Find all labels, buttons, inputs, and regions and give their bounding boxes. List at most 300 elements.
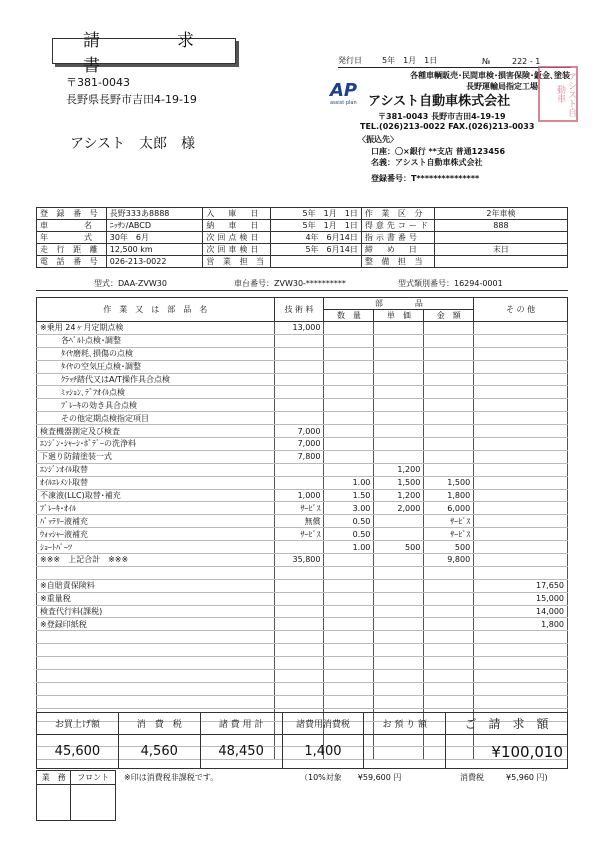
issue-date: 5年 1月 1日 [382, 56, 438, 65]
item-qty: 1.00 [324, 476, 374, 489]
item-row [37, 670, 568, 683]
item-other [474, 347, 568, 360]
issue-line [338, 55, 571, 68]
logo-mark: AP [330, 80, 358, 101]
item-row [37, 644, 568, 657]
vehicle-field-value [271, 256, 362, 268]
item-row [37, 631, 568, 644]
item-other [474, 322, 568, 335]
item-row [37, 412, 568, 425]
vehicle-row [37, 232, 568, 244]
item-tech [274, 373, 324, 386]
item-amount [424, 386, 474, 399]
item-unit [374, 322, 424, 335]
item-amount [424, 670, 474, 683]
item-row [37, 334, 568, 347]
header-parts: 部 品 [324, 298, 474, 310]
item-qty [324, 425, 374, 438]
vehicle-row [37, 220, 568, 232]
item-desc: 検査機器測定及び検査 [37, 425, 275, 438]
vehicle-field-value: ﾆｯｻﾝ/ABCD [106, 220, 203, 232]
company-services: 各種車輌販売･民間車検･損害保険･鈑金､塗装 [410, 71, 570, 80]
item-unit [374, 670, 424, 683]
vehicle-field-value [434, 232, 567, 244]
item-tech [274, 618, 324, 631]
item-unit [374, 566, 424, 579]
company-tagline [344, 70, 570, 92]
item-tech [274, 695, 324, 708]
vehicle-field-label: 締 め 日 [361, 244, 434, 256]
vehicle-field-label: 次回車検日 [203, 244, 271, 256]
vehicle-field-value: 30年 6月 [106, 232, 203, 244]
item-unit [374, 450, 424, 463]
item-amount [424, 463, 474, 476]
totals-table [36, 712, 568, 769]
item-tech [274, 412, 324, 425]
item-tech: 無償 [274, 515, 324, 528]
item-unit [374, 554, 424, 567]
item-other [474, 425, 568, 438]
item-tech [274, 347, 324, 360]
header-amount: 金 額 [424, 310, 474, 322]
item-qty [324, 644, 374, 657]
vehicle-field-value: 5年 1月 1日 [271, 208, 362, 220]
item-row [37, 373, 568, 386]
item-unit [374, 592, 424, 605]
item-other [474, 399, 568, 412]
item-qty [324, 412, 374, 425]
tax-label: 消費税 [460, 773, 484, 782]
item-row [37, 399, 568, 412]
item-other [474, 644, 568, 657]
item-qty [324, 657, 374, 670]
vehicle-field-label: 入 庫 日 [203, 208, 271, 220]
item-desc: 各ﾍﾞﾙﾄ点検･調整 [37, 334, 275, 347]
item-qty [324, 386, 374, 399]
item-tech [274, 334, 324, 347]
item-qty [324, 399, 374, 412]
item-amount [424, 657, 474, 670]
item-unit [374, 644, 424, 657]
category-number: 型式類別番号：16294-0001 [398, 279, 503, 288]
item-row [37, 386, 568, 399]
item-unit: 2,000 [374, 502, 424, 515]
item-qty [324, 360, 374, 373]
item-tech [274, 360, 324, 373]
chassis-number: 車台番号：ZVW30-********** [234, 279, 346, 288]
item-desc: その他定期点検指定項目 [37, 412, 275, 425]
item-unit [374, 425, 424, 438]
item-unit [374, 438, 424, 451]
vehicle-field-label: 作 業 区 分 [361, 208, 434, 220]
vehicle-field-value: 888 [434, 220, 567, 232]
staff-col-front: フロント [71, 771, 116, 785]
item-qty: 1.00 [324, 541, 374, 554]
item-row [37, 463, 568, 476]
item-row [37, 657, 568, 670]
vehicle-field-value: 12,500 km [106, 244, 203, 256]
item-unit [374, 631, 424, 644]
item-amount [424, 360, 474, 373]
company-name: アシスト自動車株式会社 [368, 94, 511, 109]
item-desc: ﾌﾞﾚｰｷの効き具合点検 [37, 399, 275, 412]
item-amount [424, 579, 474, 592]
item-desc [37, 566, 275, 579]
vehicle-field-label: 得意先コード [361, 220, 434, 232]
vehicle-field-label: 年 式 [37, 232, 107, 244]
item-other [474, 682, 568, 695]
item-other [474, 463, 568, 476]
vehicle-field-label: 電 話 番 号 [37, 256, 107, 268]
item-unit [374, 386, 424, 399]
item-qty [324, 347, 374, 360]
item-row [37, 528, 568, 541]
item-amount: 1,500 [424, 476, 474, 489]
item-other [474, 360, 568, 373]
item-other: 15,000 [474, 592, 568, 605]
vehicle-field-label: 納 車 日 [203, 220, 271, 232]
item-desc: ｴﾝｼﾞﾝｵｲﾙ取替 [37, 463, 275, 476]
item-tech [274, 657, 324, 670]
tax-target: （10%対象 ¥59,600 円 [300, 773, 402, 782]
item-qty [324, 463, 374, 476]
vehicle-field-value: 4年 6月14日 [271, 232, 362, 244]
item-qty [324, 566, 374, 579]
item-other: 1,800 [474, 618, 568, 631]
item-amount: 1,800 [424, 489, 474, 502]
vehicle-field-value: 5年 6月14日 [271, 244, 362, 256]
item-other [474, 657, 568, 670]
vehicle-field-label: 指示書番号 [361, 232, 434, 244]
header-other: そ の 他 [474, 298, 568, 322]
vehicle-field-value: 2年車検 [434, 208, 567, 220]
item-tech [274, 463, 324, 476]
item-qty [324, 334, 374, 347]
company-logo [330, 82, 366, 108]
item-tech: 13,000 [274, 322, 324, 335]
item-qty: 1.50 [324, 489, 374, 502]
item-amount: ｻｰﾋﾞｽ [424, 528, 474, 541]
item-tech [274, 605, 324, 618]
item-amount [424, 695, 474, 708]
item-amount: 6,000 [424, 502, 474, 515]
item-row [37, 605, 568, 618]
item-tech: 7,000 [274, 438, 324, 451]
vehicle-field-label: 走 行 距 離 [37, 244, 107, 256]
item-desc: ※自賠責保険料 [37, 579, 275, 592]
item-desc: ｵｲﾙｴﾚﾒﾝﾄ取替 [37, 476, 275, 489]
item-row [37, 347, 568, 360]
item-other [474, 554, 568, 567]
item-tech [274, 541, 324, 554]
header-tech-fee: 技 術 料 [274, 298, 324, 322]
staff-table [36, 770, 116, 821]
item-amount [424, 605, 474, 618]
item-other [474, 334, 568, 347]
vehicle-row [37, 244, 568, 256]
tax-exempt-note: ※印は消費税非課税です。 [124, 773, 219, 782]
registration-number: 登録番号：T*************** [371, 174, 480, 183]
item-other [474, 386, 568, 399]
staff-business-cell [37, 785, 71, 821]
item-desc [37, 657, 275, 670]
vehicle-field-label: 次回点検日 [203, 232, 271, 244]
item-unit [374, 515, 424, 528]
vehicle-field-value: 5年 1月 1日 [271, 220, 362, 232]
invoice-label: ご 請 求 額 [446, 713, 568, 735]
item-other [474, 695, 568, 708]
total-value: 1,400 [282, 735, 364, 769]
company-seal: アシスト自動車 [538, 66, 578, 122]
vehicle-field-value: 長野333あ8888 [106, 208, 203, 220]
total-label: 諸 費 用 計 [200, 713, 282, 735]
item-row [37, 322, 568, 335]
item-amount: 9,800 [424, 554, 474, 567]
item-other [474, 412, 568, 425]
total-value: 4,560 [118, 735, 200, 769]
total-value: 48,450 [200, 735, 282, 769]
item-qty: 3.00 [324, 502, 374, 515]
item-unit [374, 618, 424, 631]
item-desc: ｴﾝｼﾞﾝ･ｼｬｰｼ･ﾎﾞﾃﾞｰの洗浄料 [37, 438, 275, 451]
vehicle-field-label: 整 備 担 当 [361, 256, 434, 268]
item-other [474, 670, 568, 683]
item-amount [424, 373, 474, 386]
item-unit [374, 334, 424, 347]
item-qty [324, 450, 374, 463]
item-tech [274, 682, 324, 695]
company-certified: 長野運輸局指定工場 [466, 82, 538, 91]
total-value: 45,600 [37, 735, 119, 769]
item-row [37, 502, 568, 515]
item-unit: 500 [374, 541, 424, 554]
item-unit [374, 347, 424, 360]
item-other [474, 489, 568, 502]
item-desc: ｼｮｰﾄﾊﾟｰﾂ [37, 541, 275, 554]
vehicle-field-value [434, 256, 567, 268]
item-row [37, 450, 568, 463]
item-other [474, 502, 568, 515]
item-qty [324, 579, 374, 592]
item-other [474, 438, 568, 451]
item-row [37, 682, 568, 695]
number-value: 222 - 1 [512, 57, 541, 66]
item-qty [324, 631, 374, 644]
item-amount: ｻｰﾋﾞｽ [424, 515, 474, 528]
item-tech: ｻｰﾋﾞｽ [274, 528, 324, 541]
item-desc: ﾌﾞﾚｰｷ･ｵｲﾙ [37, 502, 275, 515]
number-label: № [482, 57, 491, 66]
staff-front-cell [71, 785, 116, 821]
item-unit: 1,200 [374, 489, 424, 502]
item-desc: 下廻り防錆塗装一式 [37, 450, 275, 463]
company-address: 〒381-0043 長野市吉田4-19-19 [378, 112, 506, 121]
item-qty [324, 592, 374, 605]
vehicle-row [37, 256, 568, 268]
item-tech: 7,800 [274, 450, 324, 463]
item-desc: ﾀｲﾔ磨耗､損傷の点検 [37, 347, 275, 360]
item-unit [374, 605, 424, 618]
issue-date-label: 発行日 [338, 56, 362, 65]
item-desc: ※乗用 24ヶ月定期点検 [37, 322, 275, 335]
item-tech: 1,000 [274, 489, 324, 502]
item-desc: 検査代行料(課税) [37, 605, 275, 618]
item-desc: ｸﾗｯﾁ踏代又はA/T操作具合点検 [37, 373, 275, 386]
item-desc [37, 631, 275, 644]
item-row [37, 438, 568, 451]
item-desc: ﾐｯｼｮﾝ､ﾃﾞﾌｵｲﾙ点検 [37, 386, 275, 399]
item-unit [374, 579, 424, 592]
item-amount [424, 438, 474, 451]
model-line [36, 278, 568, 291]
item-unit [374, 399, 424, 412]
invoice-amount: ¥100,010 [446, 735, 568, 769]
item-unit [374, 528, 424, 541]
vehicle-field-label: 登 録 番 号 [37, 208, 107, 220]
item-qty: 0.50 [324, 528, 374, 541]
item-desc: ※登録印紙税 [37, 618, 275, 631]
item-qty [324, 605, 374, 618]
item-tech [274, 644, 324, 657]
transfer-label: 〈振込先〉 [358, 135, 398, 144]
item-unit [374, 682, 424, 695]
logo-subtext: assist plan [330, 100, 357, 106]
document-title: 請 求 書 [52, 38, 236, 64]
item-other [474, 541, 568, 554]
item-other [474, 631, 568, 644]
item-unit: 1,500 [374, 476, 424, 489]
item-qty [324, 695, 374, 708]
item-other [474, 528, 568, 541]
item-tech [274, 399, 324, 412]
item-tech [274, 670, 324, 683]
item-other [474, 515, 568, 528]
item-tech [274, 631, 324, 644]
item-amount [424, 618, 474, 631]
customer-name: アシスト 太郎 様 [70, 136, 196, 152]
item-other [474, 566, 568, 579]
item-desc: ﾊﾞｯﾃﾘｰ液補充 [37, 515, 275, 528]
item-other: 14,000 [474, 605, 568, 618]
item-unit [374, 412, 424, 425]
item-row [37, 425, 568, 438]
customer-address: 長野県長野市吉田4-19-19 [66, 93, 197, 106]
header-unit-price: 単 価 [374, 310, 424, 322]
item-desc: ※重量税 [37, 592, 275, 605]
total-label: お買上げ額 [37, 713, 119, 735]
bank-account: 口座：〇×銀行 **支店 普通123456 [371, 147, 506, 156]
total-value [364, 735, 446, 769]
item-row [37, 618, 568, 631]
item-desc: ﾀｲﾔの空気圧点検･調整 [37, 360, 275, 373]
item-tech [274, 579, 324, 592]
item-amount [424, 450, 474, 463]
item-desc [37, 644, 275, 657]
item-desc [37, 682, 275, 695]
company-tel-fax: TEL.(026)213-0022 FAX.(026)213-0033 [360, 122, 535, 131]
header-quantity: 数 量 [324, 310, 374, 322]
item-tech [274, 476, 324, 489]
item-row [37, 360, 568, 373]
item-unit: 1,200 [374, 463, 424, 476]
header-description: 作 業 又 は 部 品 名 [37, 298, 275, 322]
item-tech [274, 592, 324, 605]
item-amount: 500 [424, 541, 474, 554]
item-qty [324, 438, 374, 451]
account-holder: 名義：アシスト自動車株式会社 [371, 158, 483, 167]
item-amount [424, 425, 474, 438]
item-row [37, 592, 568, 605]
item-amount [424, 682, 474, 695]
item-row [37, 541, 568, 554]
item-row [37, 489, 568, 502]
item-other [474, 373, 568, 386]
item-unit [374, 657, 424, 670]
item-qty [324, 618, 374, 631]
staff-col-business: 業 務 [37, 771, 71, 785]
item-amount [424, 412, 474, 425]
vehicle-field-value: 末日 [434, 244, 567, 256]
vehicle-info-table [36, 207, 568, 268]
item-desc: 不凍液(LLC)取替･補充 [37, 489, 275, 502]
item-unit [374, 360, 424, 373]
item-amount [424, 347, 474, 360]
vehicle-row [37, 208, 568, 220]
item-qty: 0.50 [324, 515, 374, 528]
item-row [37, 579, 568, 592]
item-qty [324, 670, 374, 683]
vehicle-field-label: 車 名 [37, 220, 107, 232]
tax-amount: ¥5,960 円) [506, 773, 548, 782]
item-row [37, 695, 568, 708]
item-tech: 7,000 [274, 425, 324, 438]
item-unit [374, 695, 424, 708]
item-qty [324, 322, 374, 335]
item-other: 17,650 [474, 579, 568, 592]
item-tech [274, 386, 324, 399]
item-row [37, 566, 568, 579]
item-row [37, 476, 568, 489]
item-desc: ※※※ 上記合計 ※※※ [37, 554, 275, 567]
vehicle-field-value: 026-213-0022 [106, 256, 203, 268]
item-desc: ｳｫｯｼｬｰ液補充 [37, 528, 275, 541]
item-row [37, 515, 568, 528]
item-desc [37, 670, 275, 683]
model-type: 型式：DAA-ZVW30 [94, 279, 167, 288]
item-amount [424, 631, 474, 644]
total-label: 諸費用消費税 [282, 713, 364, 735]
item-tech: ｻｰﾋﾞｽ [274, 502, 324, 515]
item-amount [424, 322, 474, 335]
item-row [37, 554, 568, 567]
item-tech [274, 566, 324, 579]
customer-postal: 〒381-0043 [66, 76, 130, 89]
item-other [474, 450, 568, 463]
item-qty [324, 682, 374, 695]
total-label: お 預 り 額 [364, 713, 446, 735]
item-amount [424, 592, 474, 605]
item-desc [37, 695, 275, 708]
item-amount [424, 399, 474, 412]
work-items-table [36, 297, 568, 760]
item-unit [374, 373, 424, 386]
item-qty [324, 373, 374, 386]
item-other [474, 476, 568, 489]
item-amount [424, 566, 474, 579]
item-amount [424, 334, 474, 347]
total-label: 消 費 税 [118, 713, 200, 735]
item-tech: 35,800 [274, 554, 324, 567]
